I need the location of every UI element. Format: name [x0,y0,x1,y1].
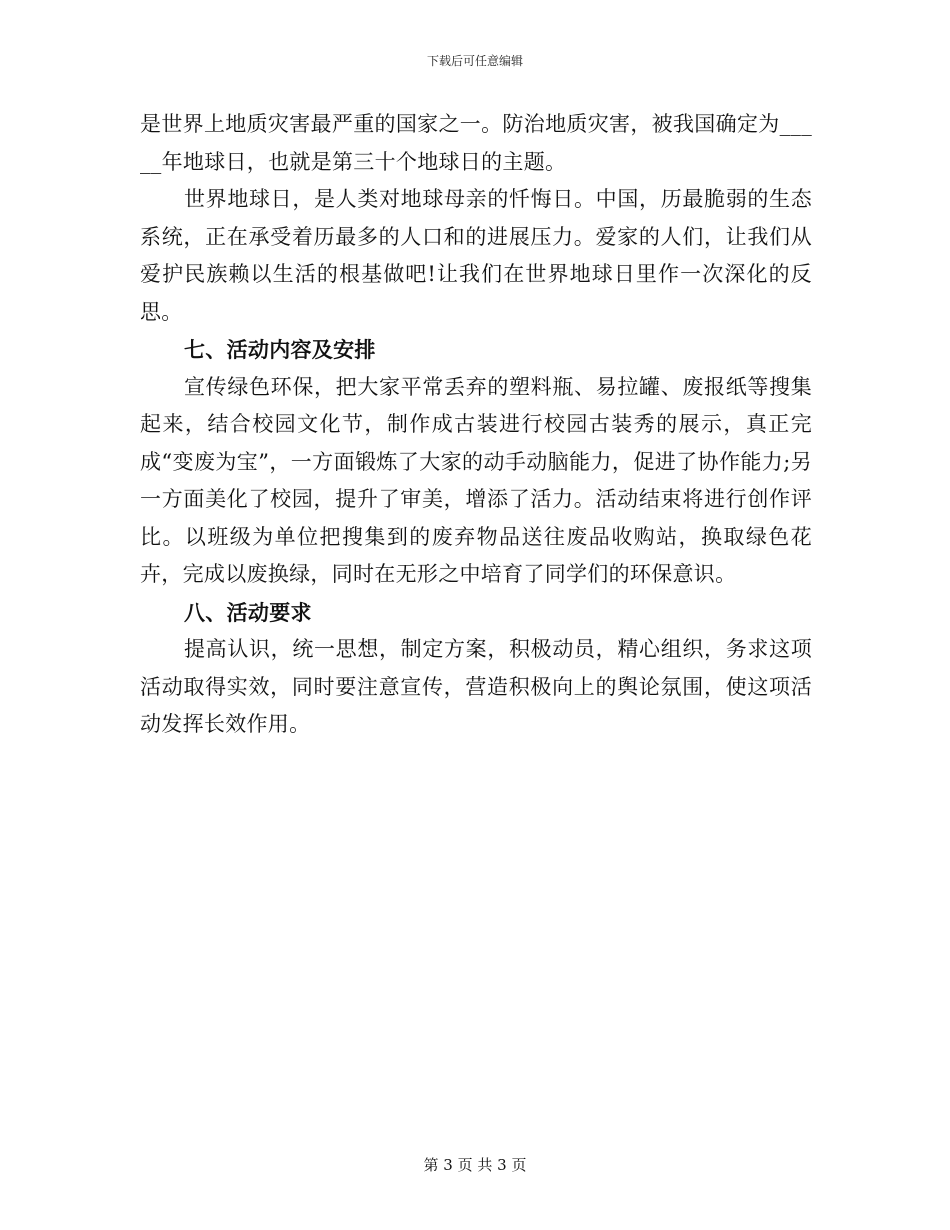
section-heading-activity-content: 七、活动内容及安排 [184,337,376,362]
page-header: 下载后可任意编辑 [426,54,523,68]
paragraph-activity-requirements: 提高认识，统一思想，制定方案，积极动员，精心组织，务求这项活动取得实效，同时要注意宣传，营造积极向上的舆论氛围，使这项活动发挥长效作用。 [140,637,812,736]
paragraph-world-earth-day: 世界地球日，是人类对地球母亲的忏悔日。中国，历最脆弱的生态系统，正在承受着历最多的人口和的进展压力。爱家的人们，让我们从爱护民族赖以生活的根基做吧!让我们在世界地球日里作一次深化的反思。 [140,187,812,324]
paragraph-activity-content: 宣传绿色环保，把大家平常丢弃的塑料瓶、易拉罐、废报纸等搜集起来，结合校园文化节，制作成古装进行校园古装秀的展示，真正完成“变废为宝”，一方面锻炼了大家的动手动脑能力，促进了协作能力;另一方面美化了校园，提升了审美，增添了活力。活动结束将进行创作评比。以班级为单位把搜集到的废弃物品送往废品收购站，换取绿色花卉，完成以废换绿，同时在无形之中培育了同学们的环保意识。 [140,374,812,586]
paragraph-earth-day-theme: 是世界上地质灾害最严重的国家之一。防治地质灾害，被我国确定为_____年地球日，也就是第三十个地球日的主题。 [140,112,812,174]
document-body [140,106,812,744]
section-heading-activity-requirements: 八、活动要求 [184,599,312,625]
page-footer: 第 3 页 共 3 页 [423,1156,527,1174]
